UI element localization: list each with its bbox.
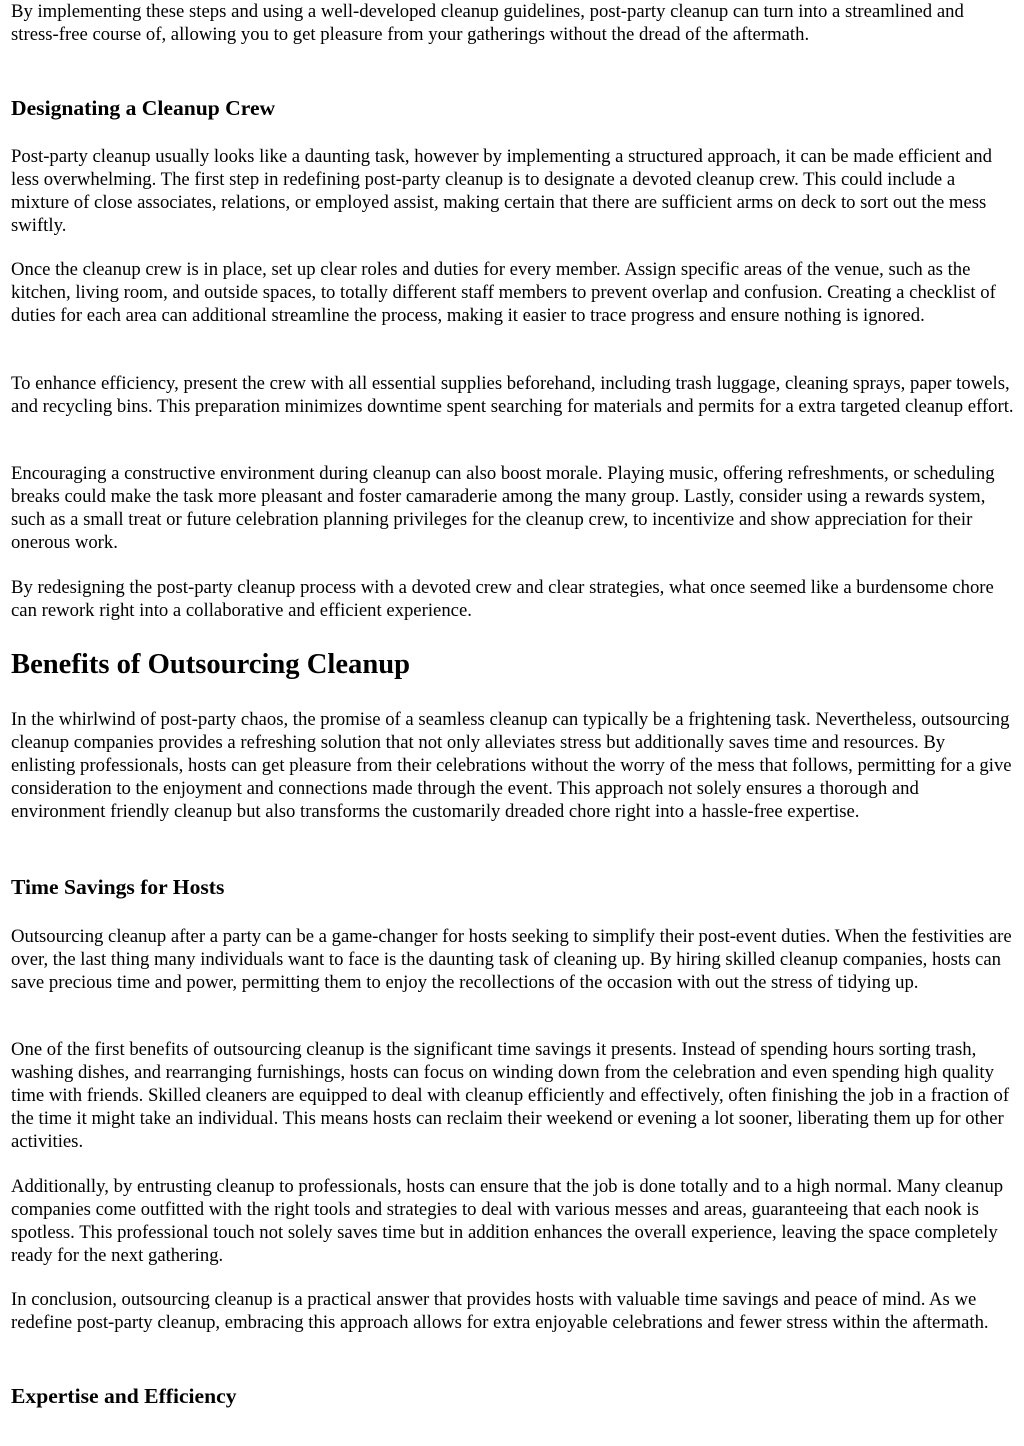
heading-designating-cleanup-crew: Designating a Cleanup Crew	[11, 96, 276, 120]
paragraph-benefits-intro: In the whirlwind of post-party chaos, the promise of a seamless cleanup can typically be a frightening task. Nevertheless, outsourcing cleanup companies provides a refreshing solution that not only alleviates stress but additionally saves time and resources. By enlisting professionals, hosts can get pleasure from their celebrations without the worry of the mess that follows, permitting for a give consideration to the enjoyment and connections made through the event. This approach not solely ensures a thorough and environment friendly cleanup but also transforms the customarily dreaded chore right into a hassle-free expertise.	[11, 709, 1012, 822]
heading-time-savings: Time Savings for Hosts	[11, 875, 225, 899]
paragraph-time-savings-2: One of the first benefits of outsourcing cleanup is the significant time savings it presents. Instead of spending hours sorting trash, washing dishes, and rearranging furnishings, hosts can focus on winding down from the celebration and even spending high quality time with friends. Skilled cleaners are equipped to deal with cleanup efficiently and effectively, often finishing the job in a fraction of the time it might take an individual. This means hosts can reclaim their weekend or evening a lot sooner, liberating them up for other activities.	[11, 1039, 1010, 1152]
paragraph-time-savings-3: Additionally, by entrusting cleanup to professionals, hosts can ensure that the job is done totally and to a high normal. Many cleanup companies come outfitted with the right tools and strategies to deal with various messes and areas, guaranteeing that each nook is spotless. This professional touch not solely saves time but in addition enhances the overall experience, leaving the space completely ready for the next gathering.	[11, 1176, 1004, 1266]
heading-expertise-efficiency: Expertise and Efficiency	[11, 1384, 237, 1408]
paragraph-cleanup-crew-2: Once the cleanup crew is in place, set up clear roles and duties for every member. Assign specific areas of the venue, such as the kitchen, living room, and outside spaces, to totally different staff members to prevent overlap and confusion. Creating a checklist of duties for each area can additional streamline the process, making it easier to trace progress and ensure nothing is ignored.	[11, 259, 996, 326]
heading-benefits-of-outsourcing: Benefits of Outsourcing Cleanup	[11, 649, 411, 680]
paragraph-time-savings-1: Outsourcing cleanup after a party can be a game-changer for hosts seeking to simplify their post-event duties. When the festivities are over, the last thing many individuals want to face is the daunting task of cleaning up. By hiring skilled cleanup companies, hosts can save precious time and power, permitting them to enjoy the recollections of the occasion with out the stress of tidying up.	[11, 926, 1012, 993]
paragraph-cleanup-crew-3: To enhance efficiency, present the crew with all essential supplies beforehand, including trash luggage, cleaning sprays, paper towels, and recycling bins. This preparation minimizes downtime spent searching for materials and permits for a extra targeted cleanup effort.	[11, 373, 1014, 417]
paragraph-cleanup-crew-1: Post-party cleanup usually looks like a daunting task, however by implementing a structured approach, it can be made efficient and less overwhelming. The first step in redefining post-party cleanup is to designate a devoted cleanup crew. This could include a mixture of close associates, relations, or employed assist, making certain that there are sufficient arms on deck to sort out the mess swiftly.	[11, 146, 992, 236]
paragraph-cleanup-crew-4: Encouraging a constructive environment during cleanup can also boost morale. Playing music, offering refreshments, or scheduling breaks could make the task more pleasant and foster camaraderie among the many group. Lastly, consider using a rewards system, such as a small treat or future celebration planning privileges for the cleanup crew, to incentivize and show appreciation for their onerous work.	[11, 463, 995, 553]
paragraph-intro-conclusion: By implementing these steps and using a well-developed cleanup guidelines, post-party cleanup can turn into a streamlined and stress-free course of, allowing you to get pleasure from your gatherings without the dread of the aftermath.	[11, 1, 964, 45]
paragraph-cleanup-crew-5: By redesigning the post-party cleanup process with a devoted crew and clear strategies, what once seemed like a burdensome chore can rework right into a collaborative and efficient experience.	[11, 577, 994, 621]
paragraph-time-savings-4: In conclusion, outsourcing cleanup is a practical answer that provides hosts with valuable time savings and peace of mind. As we redefine post-party cleanup, embracing this approach allows for extra enjoyable celebrations and fewer stress within the aftermath.	[11, 1289, 989, 1333]
